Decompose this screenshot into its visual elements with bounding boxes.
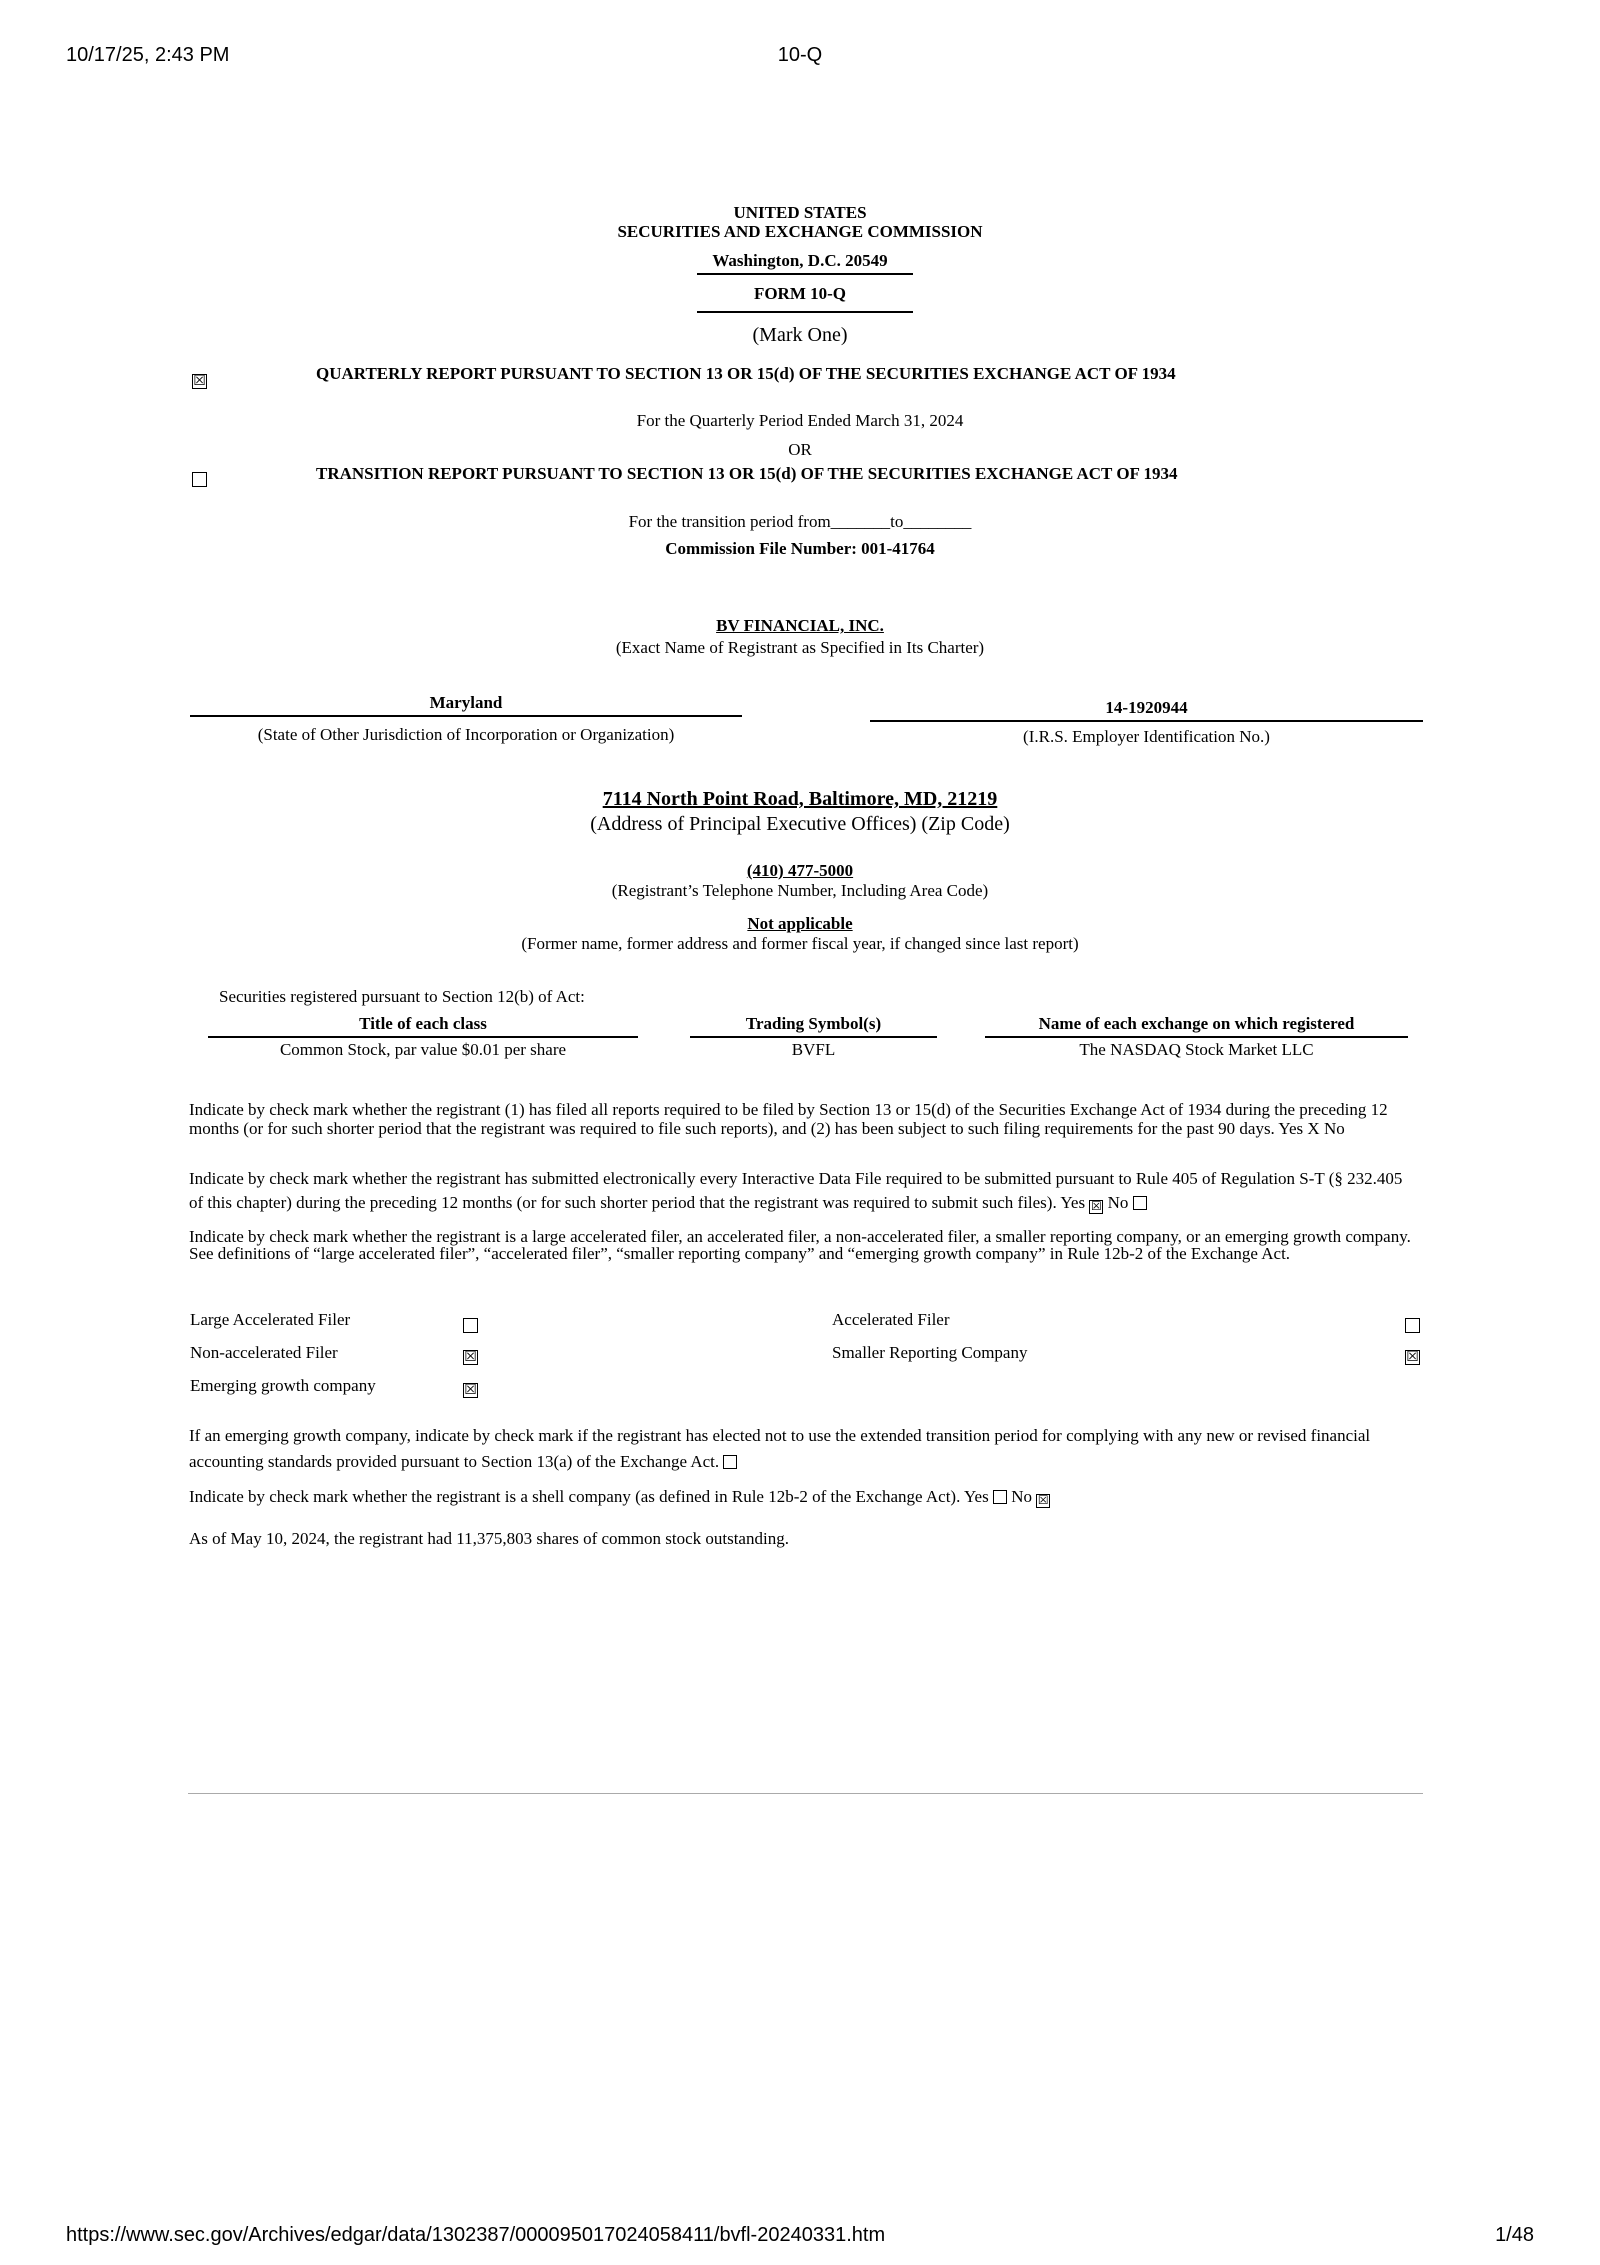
securities-header-rule (208, 1036, 638, 1038)
page-separator (188, 1793, 1423, 1794)
country-heading: UNITED STATES (733, 203, 867, 222)
filer-definition-paragraph: Indicate by check mark whether the registrant is a large accelerated filer, an accelerated filer, a non-accelerated filer, a smaller reporting company, or an emerging growth company. See definitions of “large accelerated filer”, “accelerated filer”, “smaller reporting company” and “emerging growth company” in Rule 12b-2 of the Exchange Act. (189, 1227, 1411, 1263)
shares-outstanding-paragraph: As of May 10, 2024, the registrant had 11,375,803 shares of common stock outstanding. (189, 1529, 789, 1548)
commission-file-number: Commission File Number: 001-41764 (665, 539, 935, 558)
securities-class-value: Common Stock, par value $0.01 per share (279, 1040, 567, 1059)
securities-header-symbol: Trading Symbol(s) (745, 1014, 882, 1033)
shell-company-paragraph: Indicate by check mark whether the registrant is a shell company (as defined in Rule 12b-2 of the Exchange Act). Yes No ☒ (189, 1487, 1049, 1507)
smaller-reporting-company-label: Smaller Reporting Company (832, 1343, 1028, 1362)
interactive-data-yes-checkbox: ☒ (1090, 1199, 1102, 1213)
large-accelerated-filer-label: Large Accelerated Filer (190, 1310, 351, 1329)
print-title: 10-Q (777, 44, 823, 66)
interactive-data-no-checkbox (1133, 1196, 1147, 1210)
mark-one: (Mark One) (752, 324, 848, 346)
heading-rule (697, 273, 913, 275)
state-rule (190, 715, 742, 717)
non-accelerated-filer-checkbox: ☒ (464, 1349, 477, 1365)
print-datetime: 10/17/25, 2:43 PM (66, 44, 230, 66)
shell-company-yes-checkbox (993, 1490, 1007, 1504)
quarterly-period: For the Quarterly Period Ended March 31, 2024 (636, 411, 964, 430)
form-title: FORM 10-Q (753, 284, 847, 303)
interactive-data-paragraph: Indicate by check mark whether the registrant has submitted electronically every Interactive Data File required to be submitted pursuant to Rule 405 of Regulation S-T (§ 232.405 of this chapter) during the preceding 12 months (or for such shorter period that the registrant was required to submit such files). Yes ☒ No (189, 1169, 1403, 1213)
city-heading: Washington, D.C. 20549 (712, 251, 888, 270)
print-url: https://www.sec.gov/Archives/edgar/data/1302387/000095017024058411/bvfl-20240331.htm (66, 2224, 886, 2246)
securities-header-rule (985, 1036, 1408, 1038)
ein-rule (870, 720, 1423, 722)
registrant-name: BV FINANCIAL, INC. (716, 616, 884, 635)
former-name-caption: (Former name, former address and former fiscal year, if changed since last report) (521, 934, 1079, 953)
securities-exchange-value: The NASDAQ Stock Market LLC (1079, 1040, 1314, 1059)
agency-heading: SECURITIES AND EXCHANGE COMMISSION (617, 222, 983, 241)
securities-header-exchange: Name of each exchange on which registered (1038, 1014, 1355, 1033)
filing-compliance-paragraph: Indicate by check mark whether the registrant (1) has filed all reports required to be filed by Section 13 or 15(d) of the Securities Exchange Act of 1934 during the preceding 12 months (or for such shorter period that the registrant was required to file such reports), and (2) has been subject to such filing requirements for the past 90 days. Yes X No (189, 1100, 1388, 1138)
emerging-growth-election-paragraph: If an emerging growth company, indicate by check mark if the registrant has elected not to use the extended transition period for complying with any new or revised financial accounting standards provided pursuant to Section 13(a) of the Exchange Act. (189, 1426, 1371, 1471)
quarterly-checkbox: ☒ (193, 373, 206, 389)
phone-caption: (Registrant’s Telephone Number, Including Area Code) (611, 881, 989, 900)
ein-caption: (I.R.S. Employer Identification No.) (1023, 727, 1270, 746)
accelerated-filer-checkbox (1405, 1318, 1420, 1333)
accelerated-filer-label: Accelerated Filer (832, 1310, 950, 1329)
state-caption: (State of Other Jurisdiction of Incorporation or Organization) (257, 725, 675, 744)
emerging-growth-election-checkbox (723, 1455, 737, 1469)
non-accelerated-filer-label: Non-accelerated Filer (190, 1343, 338, 1362)
state-value: Maryland (429, 693, 503, 712)
address-caption: (Address of Principal Executive Offices) (Zip Code) (590, 813, 1010, 835)
transition-checkbox (192, 472, 207, 487)
ein-value: 14-1920944 (1105, 698, 1188, 717)
registrant-name-caption: (Exact Name of Registrant as Specified in Its Charter) (615, 638, 985, 657)
emerging-growth-label: Emerging growth company (190, 1376, 376, 1395)
securities-header-rule (690, 1036, 937, 1038)
securities-header-class: Title of each class (359, 1014, 487, 1033)
phone-value: (410) 477-5000 (746, 861, 854, 880)
address-value: 7114 North Point Road, Baltimore, MD, 21219 (602, 788, 998, 810)
shell-company-no-checkbox: ☒ (1037, 1493, 1049, 1507)
securities-intro: Securities registered pursuant to Section 12(b) of Act: (219, 987, 585, 1006)
transition-report-title: TRANSITION REPORT PURSUANT TO SECTION 13 OR 15(d) OF THE SECURITIES EXCHANGE ACT OF 1934 (316, 464, 1178, 483)
large-accelerated-filer-checkbox (463, 1318, 478, 1333)
form-rule (697, 311, 913, 313)
smaller-reporting-company-checkbox: ☒ (1406, 1349, 1419, 1365)
emerging-growth-checkbox: ☒ (464, 1382, 477, 1398)
securities-symbol-value: BVFL (791, 1040, 836, 1059)
transition-period: For the transition period from_______to________ (628, 512, 972, 531)
former-name-value: Not applicable (747, 914, 853, 933)
quarterly-report-title: QUARTERLY REPORT PURSUANT TO SECTION 13 OR 15(d) OF THE SECURITIES EXCHANGE ACT OF 1934 (316, 364, 1176, 383)
or-label: OR (788, 440, 812, 459)
print-page-count: 1/48 (1495, 2224, 1534, 2246)
